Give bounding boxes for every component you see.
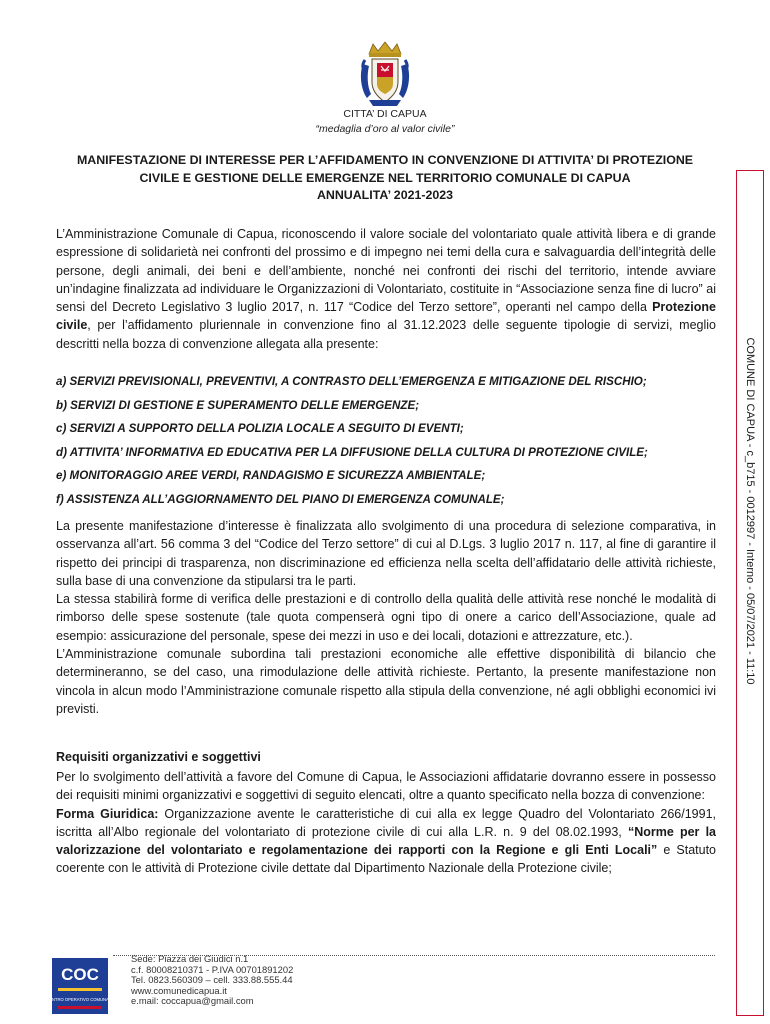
body-paragraph: L’Amministrazione comunale subordina tali prestazioni economiche alle effettive disponibilità di bilancio che determineranno, se del caso, una rimodulazione delle attività richieste. Pertanto, la presente manifestazione non vincola in alcun modo l’Amministrazione comunale rispetto alla stipula della convenzione, né agli obblighi economici ivi previsti. — [56, 647, 716, 716]
service-item: f) ASSISTENZA ALL’AGGIORNAMENTO DEL PIANO DI EMERGENZA COMUNALE; — [56, 492, 505, 506]
services-list — [56, 374, 736, 515]
footer-website[interactable]: www.comunedicapua.it — [131, 984, 227, 996]
requisiti-paragraphs — [56, 768, 716, 878]
forma-label: Forma Giuridica: — [56, 806, 159, 821]
city-name: CITTA’ DI CAPUA — [343, 108, 427, 120]
document-title — [50, 152, 720, 205]
protocol-stamp: COMUNE DI CAPUA - c_b715 - 0012997 - Interno - 05/07/2021 - 11:10 — [744, 337, 756, 685]
footer-email[interactable]: e.mail: coccapua@gmail.com — [131, 995, 254, 1007]
logo-subtext: CENTRO OPERATIVO COMUNALE — [46, 997, 114, 1002]
forma-bold-text: “Norme per la valorizzazione del volontariato e regolamentazione dei rapporti con la Regione e gli Enti Locali” — [56, 824, 716, 858]
service-item: e) MONITORAGGIO AREE VERDI, RANDAGISMO E SICUREZZA AMBIENTALE; — [56, 469, 486, 482]
requisiti-heading: Requisiti organizzativi e soggettivi — [56, 750, 261, 764]
body-paragraph: La presente manifestazione d’interesse è finalizzata allo svolgimento di una procedura di selezione comparativa, in osservanza all’art. 56 comma 3 del “Codice del Terzo settore” di cui al D.Lgs. 3 luglio 2017 n. 117, al fine di garantire il rispetto dei principi di trasparenza, non discriminazione ed efficienza nella scelta dell’affidatario delle attività richieste, sulla base di una convenzione da stipularsi tra le parti. — [56, 519, 716, 588]
forma-text: Organizzazione avente le caratteristiche di cui alla ex legge Quadro del Volontariato 266/1991, iscritta all’Albo regionale del volontariato di protezione civile di cui alla L.R. n. 9 del 08.02.1993, — [56, 806, 716, 839]
city-motto: “medaglia d’oro al valor civile” — [315, 123, 455, 135]
intro-text: L’Amministrazione Comunale di Capua, riconoscendo il valore sociale del volontariato quale attività libera e di grande espressione di solidarietà nei confronti del prossimo e di impegno nei temi della cura e salvaguardia dell’integrità delle persone, degli animali, dei beni e dell’ambiente, nonché nei confronti dei rischi del territorio, intende avviare un’indagine finalizzata ad individuare le Organizzazioni di Volontariato, costituite in “Associazione senza fine di lucro” ai sensi del Decreto Legislativo 3 luglio 2017, n. 117 “Codice del Terzo settore”, operanti nel campo della — [56, 227, 716, 315]
footer-address: Sede: Piazza dei Giudici n.1 — [131, 953, 249, 964]
service-item: d) ATTIVITA’ INFORMATIVA ED EDUCATIVA PER LA DIFFUSIONE DELLA CULTURA DI PROTEZIONE CIVILE; — [56, 445, 648, 459]
body-paragraph: La stessa stabilirà forme di verifica delle prestazioni e di controllo della qualità delle attività rese nonché le modalità di rimborso delle spese sostenute (tale quota compenserà ogni tipo di onere a carico dell’Associazione, quale ad esempio: assicurazione del personale, spese dei mezzi in uso e dei locali, dotazioni e attrezzature, etc.). — [56, 592, 716, 643]
coc-logo — [46, 958, 114, 1014]
title-line: CIVILE E GESTIONE DELLE EMERGENZE NEL TERRITORIO COMUNALE DI CAPUA — [139, 170, 631, 185]
service-item: a) SERVIZI PREVISIONALI, PREVENTIVI, A CONTRASTO DELL’EMERGENZA E MITIGAZIONE DEL RISCHIO; — [56, 375, 647, 388]
forma-text-end: e Statuto coerente con le attività di Protezione civile dettate dal Dipartimento Nazionale della Protezione civile; — [56, 843, 717, 876]
city-crest-logo — [359, 40, 411, 108]
intro-paragraph — [56, 225, 716, 353]
title-line: ANNUALITA’ 2021-2023 — [316, 188, 454, 202]
service-item: b) SERVIZI DI GESTIONE E SUPERAMENTO DELLE EMERGENZE; — [56, 398, 420, 412]
intro-text-end: , per l’affidamento pluriennale in convenzione fino al 31.12.2023 delle seguente tipologie di servizi, meglio descritti nella bozza di convenzione allegata alla presente: — [56, 318, 716, 351]
footer-phone: Tel. 0823.560309 – cell. 333.88.555.44 — [131, 974, 293, 986]
footer-contacts — [131, 954, 293, 1007]
intro-bold-term: Protezione civile — [56, 300, 716, 333]
logo-text: COC — [61, 965, 99, 984]
requisiti-paragraph: Per lo svolgimento dell’attività a favore del Comune di Capua, le Associazioni affidatarie dovranno essere in possesso dei requisiti minimi organizzativi e soggettivi di seguito elencati, oltre a quanto specificato nella bozza di convenzione: — [56, 770, 716, 803]
title-line: MANIFESTAZIONE DI INTERESSE PER L’AFFIDAMENTO IN CONVENZIONE DI ATTIVITA’ DI PROTEZIONE — [76, 153, 694, 167]
forma-giuridica-paragraph — [56, 805, 716, 878]
service-item: c) SERVIZI A SUPPORTO DELLA POLIZIA LOCALE A SEGUITO DI EVENTI; — [56, 422, 464, 435]
body-paragraphs — [56, 517, 716, 718]
footer-fiscal-code: c.f. 80008210371 - P.IVA 00701891202 — [131, 963, 294, 975]
